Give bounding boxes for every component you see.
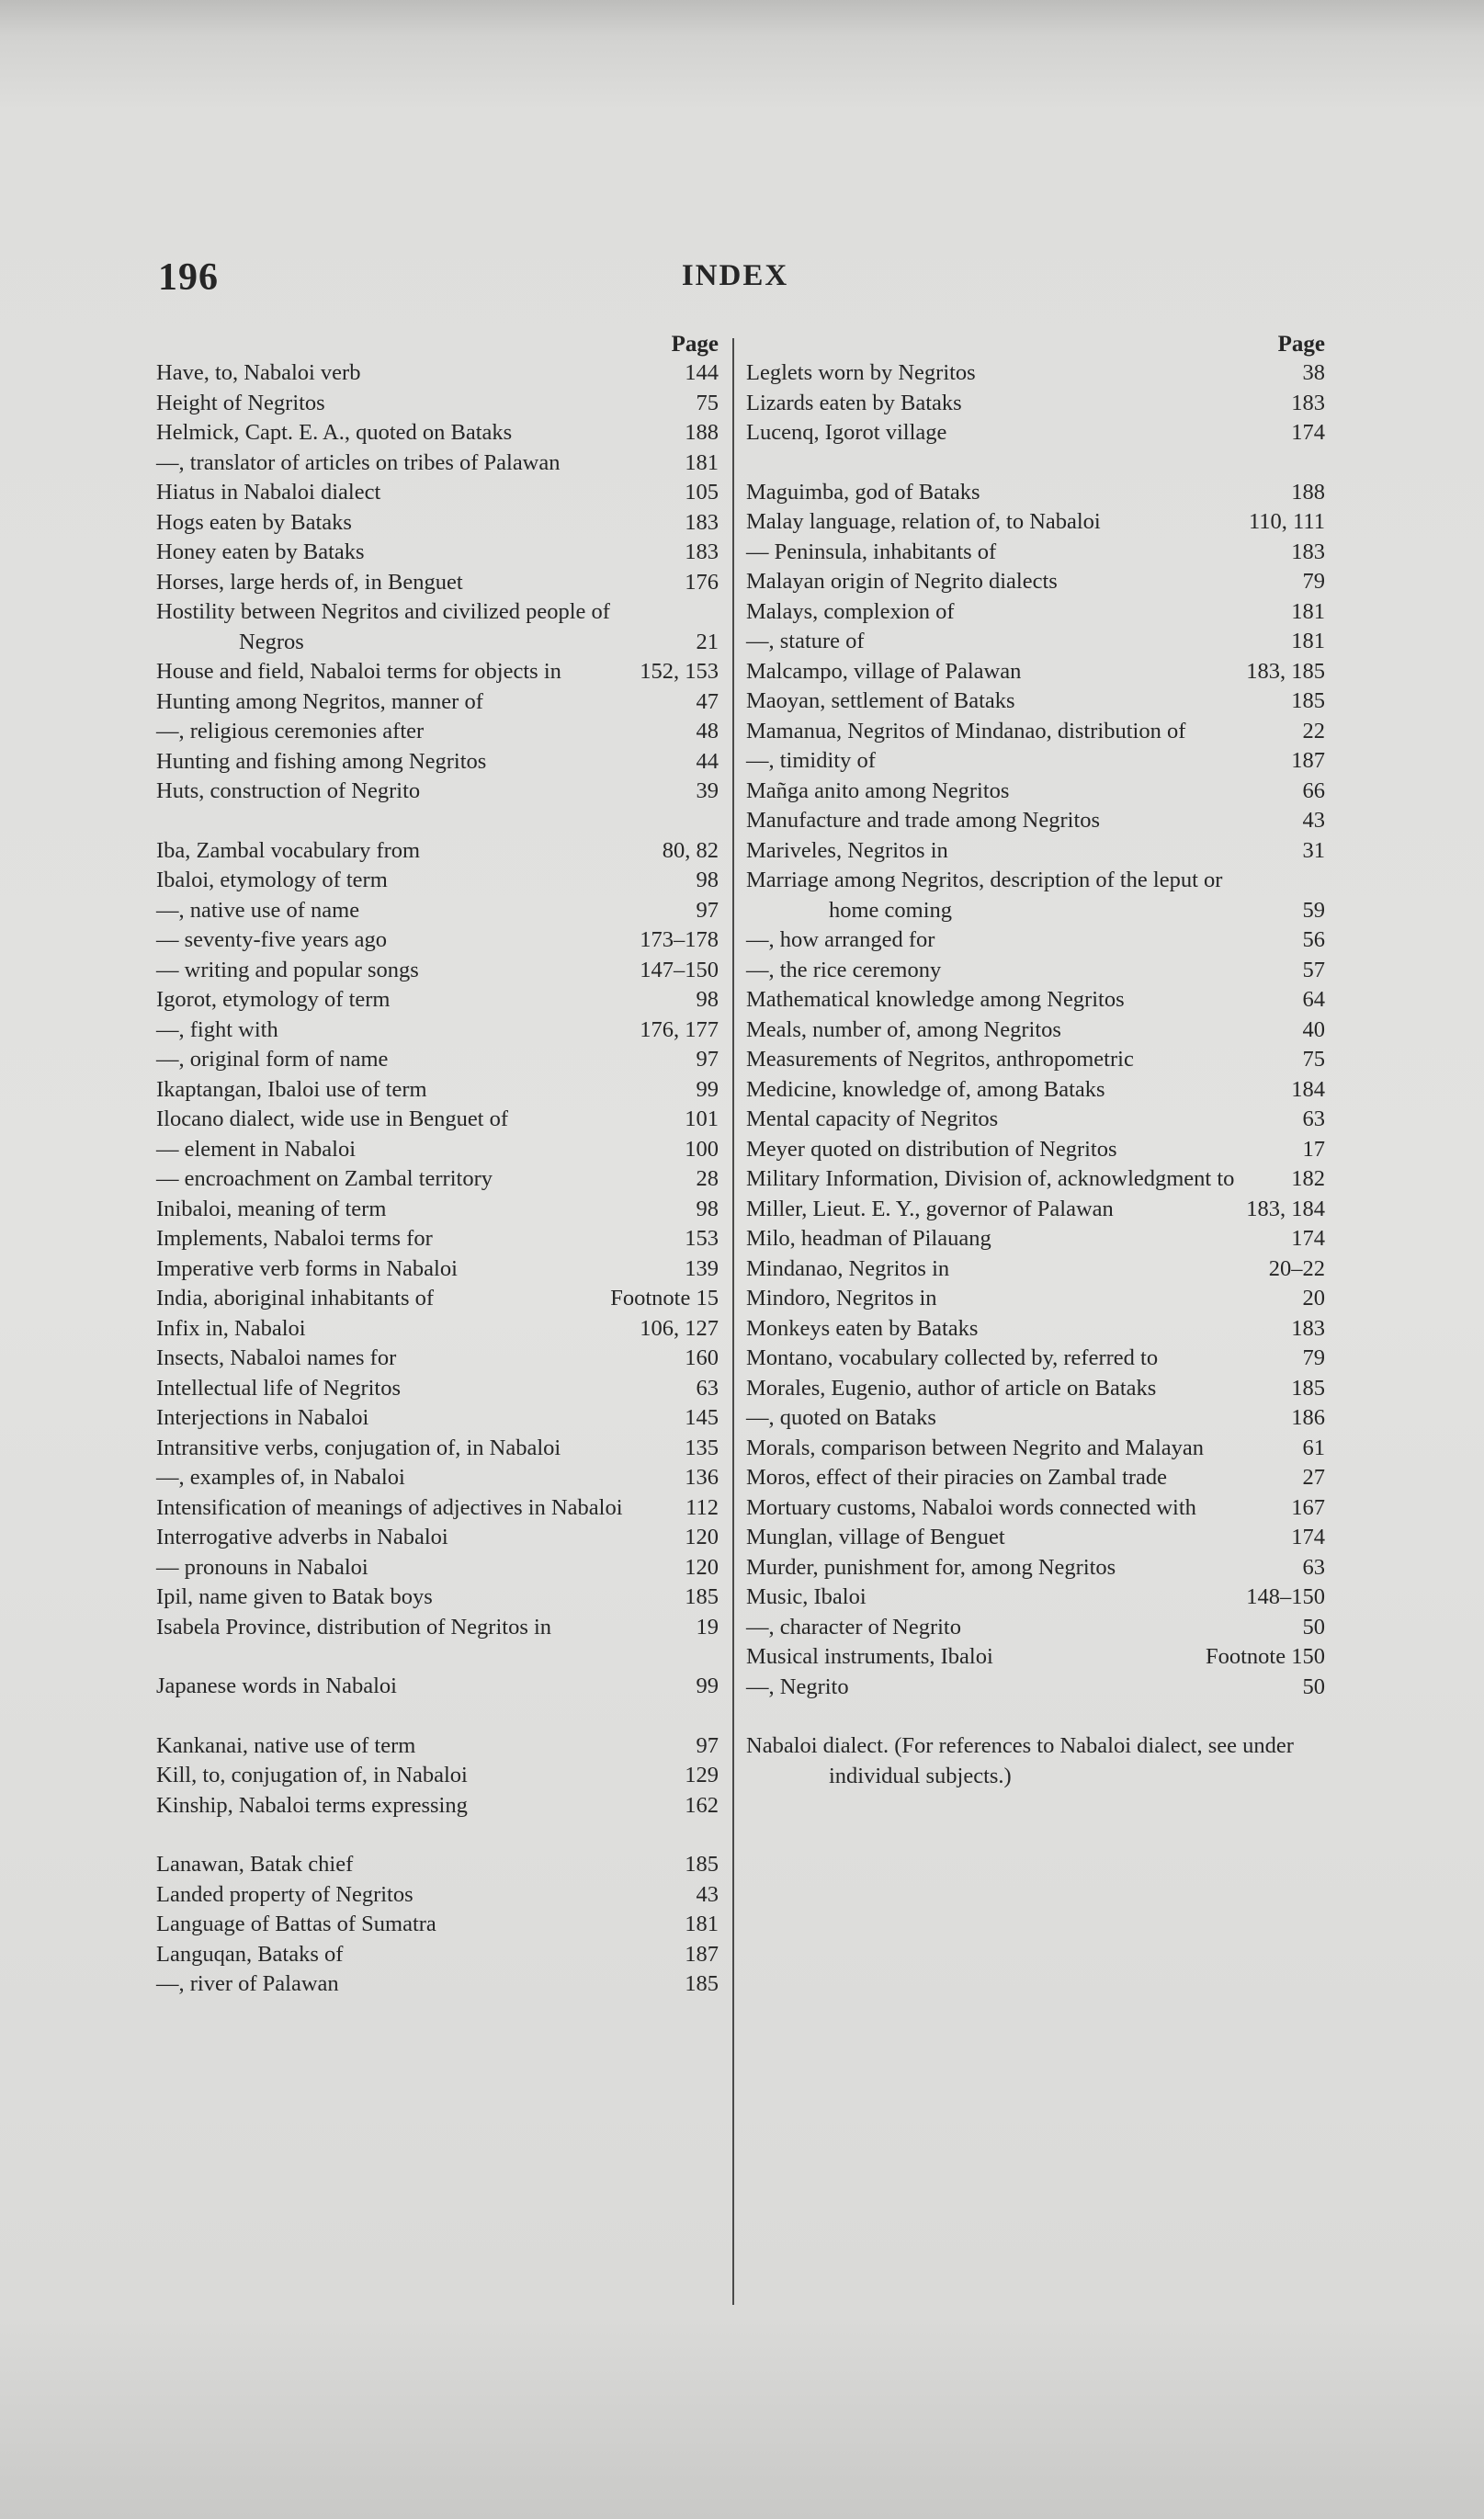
index-entry-text: Landed property of Negritos bbox=[156, 1881, 413, 1907]
index-entry-text: —, character of Negrito bbox=[746, 1614, 961, 1640]
index-entry bbox=[156, 1791, 719, 1821]
index-entry-text: Mamanua, Negritos of Mindanao, distribution of bbox=[746, 718, 1186, 743]
index-entry-text: —, timidity of bbox=[746, 748, 876, 773]
index-entry-text: Maguimba, god of Bataks bbox=[746, 479, 980, 505]
index-entry-page: 97 bbox=[696, 1732, 719, 1758]
index-entry bbox=[746, 1642, 1325, 1673]
index-entry-text: Mental capacity of Negritos bbox=[746, 1106, 999, 1131]
index-entry bbox=[156, 1761, 719, 1791]
index-entry bbox=[156, 896, 719, 926]
index-entry-text: — element in Nabaloi bbox=[156, 1136, 357, 1162]
index-entry bbox=[156, 1493, 719, 1524]
index-entry bbox=[746, 1016, 1325, 1046]
running-head-title: INDEX bbox=[681, 259, 789, 292]
index-entry bbox=[746, 507, 1325, 538]
index-entry-page: 63 bbox=[1302, 1106, 1325, 1131]
index-entry-text: Nabaloi dialect. (For references to Nabaloi dialect, see under individual subjects.) bbox=[746, 1733, 1294, 1788]
index-entry-page: 188 bbox=[1291, 479, 1325, 505]
index-entry-text: Insects, Nabaloi names for bbox=[156, 1345, 397, 1370]
index-entry-text: —, Negrito bbox=[746, 1674, 849, 1699]
index-entry-text: —, religious ceremonies after bbox=[156, 719, 425, 743]
index-entry bbox=[746, 806, 1325, 836]
index-entry-text: Marriage among Negritos, description of the leput or home coming bbox=[746, 868, 1223, 923]
index-entry-page: 64 bbox=[1302, 987, 1325, 1012]
index-entry-page: 187 bbox=[685, 1941, 719, 1967]
index-entry bbox=[156, 717, 719, 747]
index-entry bbox=[156, 1910, 719, 1940]
index-entry-text: Mindanao, Negritos in bbox=[746, 1255, 950, 1281]
index-entry-page: 174 bbox=[1291, 1525, 1325, 1549]
index-entry-text: —, fight with bbox=[156, 1016, 278, 1042]
index-entry-page: 100 bbox=[685, 1136, 719, 1162]
index-entry-page: 98 bbox=[696, 868, 719, 892]
index-entry-text: Lanawan, Batak chief bbox=[156, 1852, 354, 1877]
index-entry-text: Huts, construction of Negrito bbox=[156, 778, 421, 803]
index-entry-text: —, original form of name bbox=[156, 1047, 389, 1072]
index-entry bbox=[746, 1434, 1325, 1464]
index-column-left bbox=[156, 331, 719, 2000]
index-entry-page: 75 bbox=[1302, 1047, 1325, 1072]
index-entry-page: 185 bbox=[685, 1584, 719, 1609]
index-entry bbox=[746, 657, 1325, 687]
index-entry bbox=[156, 777, 719, 807]
index-entry-text: Honey eaten by Bataks bbox=[156, 539, 365, 564]
index-entry-text: Munglan, village of Benguet bbox=[746, 1525, 1005, 1549]
index-entry-text: Kinship, Nabaloi terms expressing bbox=[156, 1792, 468, 1818]
index-entry bbox=[156, 1880, 719, 1911]
index-entry-text: — seventy-five years ago bbox=[156, 927, 388, 952]
index-entry-text: Interrogative adverbs in Nabaloi bbox=[156, 1525, 448, 1549]
index-entry-page: 152, 153 bbox=[640, 659, 719, 684]
index-entry-page: 40 bbox=[1302, 1016, 1325, 1042]
index-entry-page: 97 bbox=[696, 1047, 719, 1072]
index-entry-page: 98 bbox=[696, 1196, 719, 1221]
index-entry-text: Ilocano dialect, wide use in Benguet of bbox=[156, 1106, 509, 1131]
index-entry-text: —, stature of bbox=[746, 629, 865, 653]
index-entry-text: Miller, Lieut. E. Y., governor of Palawan bbox=[746, 1196, 1114, 1221]
index-entry bbox=[746, 567, 1325, 597]
entry-gap bbox=[746, 448, 1325, 478]
index-entry-text: Monkeys eaten by Bataks bbox=[746, 1315, 979, 1341]
index-entry bbox=[156, 1284, 719, 1314]
index-entry bbox=[746, 1523, 1325, 1553]
index-entry-text: — encroachment on Zambal territory bbox=[156, 1166, 493, 1191]
index-entry-text: Malay language, relation of, to Nabaloi bbox=[746, 509, 1101, 534]
index-entry-page: 183 bbox=[685, 509, 719, 535]
index-entry-page: 50 bbox=[1302, 1614, 1325, 1640]
index-entry-text: Mortuary customs, Nabaloi words connected with bbox=[746, 1494, 1196, 1520]
index-entry bbox=[746, 1105, 1325, 1135]
index-entry-page: 66 bbox=[1302, 777, 1325, 803]
index-entry-text: Musical instruments, Ibaloi bbox=[746, 1644, 993, 1669]
index-entry bbox=[746, 866, 1325, 925]
index-entry bbox=[156, 1523, 719, 1553]
index-entry-text: Maoyan, settlement of Bataks bbox=[746, 688, 1015, 713]
index-entry-page: 63 bbox=[1302, 1554, 1325, 1580]
index-entry bbox=[156, 389, 719, 419]
index-entry-page: 75 bbox=[696, 390, 719, 415]
index-entry-text: Inibaloi, meaning of term bbox=[156, 1196, 387, 1221]
index-entry bbox=[746, 358, 1325, 389]
index-entry-page: 28 bbox=[696, 1166, 719, 1191]
index-entry-page: 185 bbox=[685, 1971, 719, 1996]
entry-gap bbox=[746, 1702, 1325, 1731]
index-entry-page: 153 bbox=[685, 1226, 719, 1251]
index-entry-text: —, quoted on Bataks bbox=[746, 1405, 936, 1430]
index-entry bbox=[746, 1731, 1325, 1791]
index-entry bbox=[156, 1672, 719, 1702]
index-entry-page: 183 bbox=[685, 539, 719, 564]
index-entry-text: —, translator of articles on tribes of Palawan bbox=[156, 449, 561, 475]
index-entry-page: 147–150 bbox=[640, 957, 719, 982]
index-entry bbox=[156, 1016, 719, 1046]
index-entry-text: Music, Ibaloi bbox=[746, 1584, 867, 1609]
index-entry-text: Height of Negritos bbox=[156, 390, 325, 415]
index-entry-page: 183 bbox=[1291, 390, 1325, 415]
index-entry-text: Intransitive verbs, conjugation of, in Nabaloi bbox=[156, 1435, 561, 1460]
index-entry bbox=[156, 597, 719, 657]
index-entry bbox=[746, 1463, 1325, 1493]
index-entry bbox=[156, 687, 719, 718]
index-entry-text: India, aboriginal inhabitants of bbox=[156, 1286, 435, 1311]
index-entry-text: Imperative verb forms in Nabaloi bbox=[156, 1255, 458, 1281]
index-entry-page: 19 bbox=[696, 1614, 719, 1640]
index-entry bbox=[156, 1135, 719, 1165]
index-entry bbox=[156, 1403, 719, 1434]
index-entry-page: 61 bbox=[1302, 1435, 1325, 1460]
index-entry-text: Hogs eaten by Bataks bbox=[156, 509, 352, 535]
index-entry-page: 110, 111 bbox=[1248, 509, 1325, 534]
index-entry bbox=[156, 1075, 719, 1106]
index-entry bbox=[156, 1374, 719, 1404]
index-entry-page: 148–150 bbox=[1246, 1584, 1325, 1609]
index-entry bbox=[746, 478, 1325, 508]
index-entry-page: 173–178 bbox=[640, 927, 719, 952]
index-entry-text: Ipil, name given to Batak boys bbox=[156, 1584, 433, 1609]
index-entry bbox=[156, 1314, 719, 1345]
index-entry bbox=[156, 1045, 719, 1075]
index-entry bbox=[156, 1344, 719, 1374]
index-entry-text: Have, to, Nabaloi verb bbox=[156, 360, 361, 385]
index-entry-text: Mariveles, Negritos in bbox=[746, 837, 948, 863]
index-entry bbox=[746, 597, 1325, 628]
index-entry-text: Malays, complexion of bbox=[746, 598, 955, 624]
index-entry bbox=[156, 1583, 719, 1613]
index-entry bbox=[156, 1969, 719, 2000]
index-entry bbox=[746, 1613, 1325, 1643]
page-column-heading: Page bbox=[1277, 332, 1325, 357]
index-entry-text: Iba, Zambal vocabulary from bbox=[156, 837, 421, 863]
index-entry-text: — pronouns in Nabaloi bbox=[156, 1554, 368, 1580]
index-entry-page: 183 bbox=[1291, 539, 1325, 564]
index-entry bbox=[746, 538, 1325, 568]
index-entry-text: Isabela Province, distribution of Negritos in bbox=[156, 1614, 552, 1640]
index-entry-text: —, river of Palawan bbox=[156, 1971, 339, 1996]
index-entry bbox=[156, 866, 719, 896]
index-entry-text: —, the rice ceremony bbox=[746, 957, 942, 982]
index-entry-page: 188 bbox=[685, 420, 719, 445]
index-entry-text: Lizards eaten by Bataks bbox=[746, 390, 962, 415]
index-entry bbox=[156, 478, 719, 508]
index-entry-page: 50 bbox=[1302, 1674, 1325, 1699]
index-entry-text: Morales, Eugenio, author of article on Bataks bbox=[746, 1375, 1157, 1401]
index-entry-page: 183, 185 bbox=[1246, 658, 1325, 684]
index-entry-text: Helmick, Capt. E. A., quoted on Bataks bbox=[156, 420, 513, 445]
index-entry bbox=[156, 985, 719, 1016]
index-entry-text: Malayan origin of Negrito dialects bbox=[746, 569, 1058, 594]
index-entry-text: Hiatus in Nabaloi dialect bbox=[156, 480, 381, 505]
entry-gap bbox=[156, 1702, 719, 1731]
page-number: 196 bbox=[158, 256, 219, 299]
index-entry-page: 101 bbox=[685, 1106, 719, 1131]
index-entry bbox=[746, 1075, 1325, 1106]
index-entry bbox=[156, 358, 719, 389]
index-entry-text: House and field, Nabaloi terms for objects in bbox=[156, 659, 561, 684]
index-entry bbox=[746, 1583, 1325, 1613]
entry-gap bbox=[156, 1821, 719, 1850]
index-entry bbox=[156, 1105, 719, 1135]
index-entry-text: —, examples of, in Nabaloi bbox=[156, 1465, 405, 1490]
index-entry-text: Kankanai, native use of term bbox=[156, 1732, 416, 1758]
index-entry bbox=[746, 746, 1325, 777]
index-entry bbox=[746, 1284, 1325, 1314]
index-entry bbox=[156, 956, 719, 986]
index-entry-page: 31 bbox=[1302, 837, 1325, 863]
index-entry-page: 43 bbox=[1302, 808, 1325, 833]
index-entry bbox=[746, 1314, 1325, 1345]
index-entry-page: 98 bbox=[696, 987, 719, 1012]
index-entry bbox=[156, 418, 719, 448]
index-entry-text: Mañga anito among Negritos bbox=[746, 777, 1010, 803]
index-entry-page: 56 bbox=[1302, 927, 1325, 952]
index-entry-text: Hunting and fishing among Negritos bbox=[156, 748, 487, 774]
index-entry-page: 57 bbox=[1302, 957, 1325, 982]
index-entry-text: Language of Battas of Sumatra bbox=[156, 1912, 436, 1936]
index-entry bbox=[746, 1344, 1325, 1374]
index-entry bbox=[156, 448, 719, 479]
index-entry-page: 20–22 bbox=[1268, 1255, 1325, 1281]
index-entry-page: 59 bbox=[1302, 897, 1325, 923]
index-entry-page: 97 bbox=[696, 897, 719, 923]
index-entry-page: 144 bbox=[685, 360, 719, 385]
index-entry-page: 186 bbox=[1291, 1405, 1325, 1430]
index-entry bbox=[156, 747, 719, 777]
index-entry-page: 184 bbox=[1291, 1076, 1325, 1102]
index-entry bbox=[746, 686, 1325, 717]
index-entry-page: 187 bbox=[1291, 748, 1325, 773]
index-entry-text: Mindoro, Negritos in bbox=[746, 1286, 937, 1311]
index-entry-text: Meyer quoted on distribution of Negritos bbox=[746, 1136, 1117, 1162]
index-entry bbox=[156, 1434, 719, 1464]
index-entry-page: 47 bbox=[696, 688, 719, 714]
index-entry-text: — writing and popular songs bbox=[156, 957, 419, 982]
index-entry-text: Meals, number of, among Negritos bbox=[746, 1016, 1061, 1042]
index-entry-text: Montano, vocabulary collected by, referred to bbox=[746, 1345, 1159, 1370]
index-entry-page: 22 bbox=[1302, 718, 1325, 743]
index-entry-text: Moros, effect of their piracies on Zambal trade bbox=[746, 1465, 1168, 1490]
index-entry-page: 129 bbox=[685, 1763, 719, 1787]
index-entry bbox=[746, 418, 1325, 448]
index-entry-page: 79 bbox=[1302, 569, 1325, 594]
index-entry bbox=[156, 836, 719, 867]
index-entry bbox=[746, 1374, 1325, 1404]
index-entry bbox=[746, 1493, 1325, 1524]
index-entry-text: Hostility between Negritos and civilized people of Negros bbox=[156, 599, 610, 654]
index-entry-page: 139 bbox=[685, 1255, 719, 1281]
index-entry-text: Malcampo, village of Palawan bbox=[746, 658, 1022, 684]
index-entry bbox=[156, 1224, 719, 1254]
index-entry-page: 185 bbox=[1291, 688, 1325, 713]
index-entry-text: Medicine, knowledge of, among Bataks bbox=[746, 1076, 1105, 1102]
index-entry-page: 99 bbox=[696, 1076, 719, 1102]
index-entry-page: 185 bbox=[1291, 1375, 1325, 1401]
index-entry bbox=[746, 985, 1325, 1016]
index-entry bbox=[746, 1195, 1325, 1225]
index-entry bbox=[746, 956, 1325, 986]
index-entry-text: Implements, Nabaloi terms for bbox=[156, 1226, 433, 1251]
index-entry bbox=[156, 508, 719, 539]
index-entry-text: — Peninsula, inhabitants of bbox=[746, 539, 997, 564]
index-entry-page: 38 bbox=[1302, 360, 1325, 385]
index-entry-text: Murder, punishment for, among Negritos bbox=[746, 1554, 1116, 1580]
index-entry-page: 99 bbox=[696, 1674, 719, 1698]
index-entry-text: —, native use of name bbox=[156, 897, 360, 923]
index-entry-text: Japanese words in Nabaloi bbox=[156, 1674, 397, 1698]
index-entry-page: 120 bbox=[685, 1554, 719, 1580]
index-entry-page: 181 bbox=[685, 449, 719, 475]
index-entry-page: 105 bbox=[685, 480, 719, 505]
index-entry bbox=[156, 657, 719, 687]
index-entry-page: 181 bbox=[1291, 629, 1325, 653]
index-entry-page: 160 bbox=[685, 1345, 719, 1370]
index-entry-text: Lucenq, Igorot village bbox=[746, 420, 947, 445]
index-entry-text: Infix in, Nabaloi bbox=[156, 1315, 306, 1341]
index-entry-text: Intellectual life of Negritos bbox=[156, 1375, 401, 1401]
index-entry-page: 27 bbox=[1302, 1465, 1325, 1490]
index-entry-text: Military Information, Division of, acknowledgment to bbox=[746, 1166, 1235, 1191]
index-entry bbox=[746, 836, 1325, 867]
index-entry-text: Hunting among Negritos, manner of bbox=[156, 688, 483, 714]
index-entry-text: Kill, to, conjugation of, in Nabaloi bbox=[156, 1763, 468, 1787]
index-entry-page: 80, 82 bbox=[662, 837, 719, 863]
index-entry-text: Measurements of Negritos, anthropometric bbox=[746, 1047, 1134, 1072]
index-entry-page: 174 bbox=[1291, 420, 1325, 445]
index-entry-page: 43 bbox=[696, 1881, 719, 1907]
index-entry-text: Manufacture and trade among Negritos bbox=[746, 808, 1101, 833]
index-entry-page: 181 bbox=[685, 1912, 719, 1936]
index-entry-page: 182 bbox=[1291, 1166, 1325, 1191]
index-entry bbox=[746, 389, 1325, 419]
index-entry-page: 17 bbox=[1302, 1136, 1325, 1162]
index-entry bbox=[746, 717, 1325, 747]
page-column-heading: Page bbox=[671, 332, 719, 357]
index-entry-page: 183 bbox=[1291, 1315, 1325, 1341]
index-entry bbox=[746, 777, 1325, 807]
index-entry bbox=[156, 1553, 719, 1583]
index-entry bbox=[746, 1164, 1325, 1195]
index-entry-text: Ibaloi, etymology of term bbox=[156, 868, 388, 892]
index-entry-text: Milo, headman of Pilauang bbox=[746, 1226, 991, 1251]
index-entry-page: 174 bbox=[1291, 1226, 1325, 1251]
index-entry-page: 20 bbox=[1302, 1286, 1325, 1311]
index-entry bbox=[156, 1613, 719, 1643]
index-entry-text: Interjections in Nabaloi bbox=[156, 1405, 369, 1430]
index-entry bbox=[746, 1403, 1325, 1434]
index-entry bbox=[746, 1673, 1325, 1703]
index-entry-page: 162 bbox=[685, 1792, 719, 1818]
index-entry-page: 21 bbox=[696, 629, 719, 654]
index-entry-text: Morals, comparison between Negrito and Malayan bbox=[746, 1435, 1205, 1460]
index-entry bbox=[156, 1463, 719, 1493]
index-entry bbox=[156, 538, 719, 568]
index-entry-page: 106, 127 bbox=[640, 1315, 719, 1341]
index-entry bbox=[746, 1224, 1325, 1254]
index-entry bbox=[156, 1164, 719, 1195]
index-entry bbox=[156, 1195, 719, 1225]
index-entry-page: 185 bbox=[685, 1852, 719, 1877]
index-entry-text: Igorot, etymology of term bbox=[156, 987, 391, 1012]
entry-gap bbox=[156, 807, 719, 836]
index-entry bbox=[156, 1731, 719, 1762]
index-entry bbox=[156, 925, 719, 956]
index-entry-text: Horses, large herds of, in Benguet bbox=[156, 569, 463, 595]
index-entry-text: Ikaptangan, Ibaloi use of term bbox=[156, 1076, 427, 1102]
index-entry-text: Intensification of meanings of adjectives in Nabaloi bbox=[156, 1494, 623, 1520]
index-entry bbox=[156, 1850, 719, 1880]
index-entry-page: 136 bbox=[685, 1465, 719, 1490]
index-entry-page: 79 bbox=[1302, 1345, 1325, 1370]
index-entry-page: 145 bbox=[685, 1405, 719, 1430]
index-entry-page: 181 bbox=[1291, 598, 1325, 624]
index-entry-page: Footnote 15 bbox=[610, 1286, 719, 1311]
index-entry bbox=[156, 1254, 719, 1285]
index-entry-page: 176, 177 bbox=[640, 1016, 719, 1042]
index-entry bbox=[746, 1553, 1325, 1583]
index-entry-page: 48 bbox=[696, 719, 719, 743]
index-entry-page: Footnote 150 bbox=[1206, 1644, 1325, 1669]
index-entry-text: —, how arranged for bbox=[746, 927, 935, 952]
index-entry-text: Languqan, Bataks of bbox=[156, 1941, 344, 1967]
index-entry-page: 120 bbox=[685, 1525, 719, 1549]
index-entry bbox=[746, 1254, 1325, 1285]
index-entry-page: 167 bbox=[1291, 1494, 1325, 1520]
index-entry-page: 44 bbox=[696, 748, 719, 774]
index-entry bbox=[156, 568, 719, 598]
index-entry bbox=[156, 1940, 719, 1970]
index-entry-page: 63 bbox=[696, 1375, 719, 1401]
entry-gap bbox=[156, 1642, 719, 1672]
index-entry-page: 39 bbox=[696, 778, 719, 803]
index-entry-text: Mathematical knowledge among Negritos bbox=[746, 987, 1125, 1012]
column-divider bbox=[732, 338, 734, 2305]
index-entry-page: 112 bbox=[685, 1494, 719, 1520]
index-entry bbox=[746, 925, 1325, 956]
index-column-right bbox=[746, 331, 1325, 1791]
index-entry-page: 176 bbox=[685, 569, 719, 595]
index-entry bbox=[746, 1045, 1325, 1075]
index-entry-page: 183, 184 bbox=[1246, 1196, 1325, 1221]
index-entry bbox=[746, 627, 1325, 657]
index-entry bbox=[746, 1135, 1325, 1165]
index-entry-page: 135 bbox=[685, 1435, 719, 1460]
index-entry-text: Leglets worn by Negritos bbox=[746, 360, 976, 385]
